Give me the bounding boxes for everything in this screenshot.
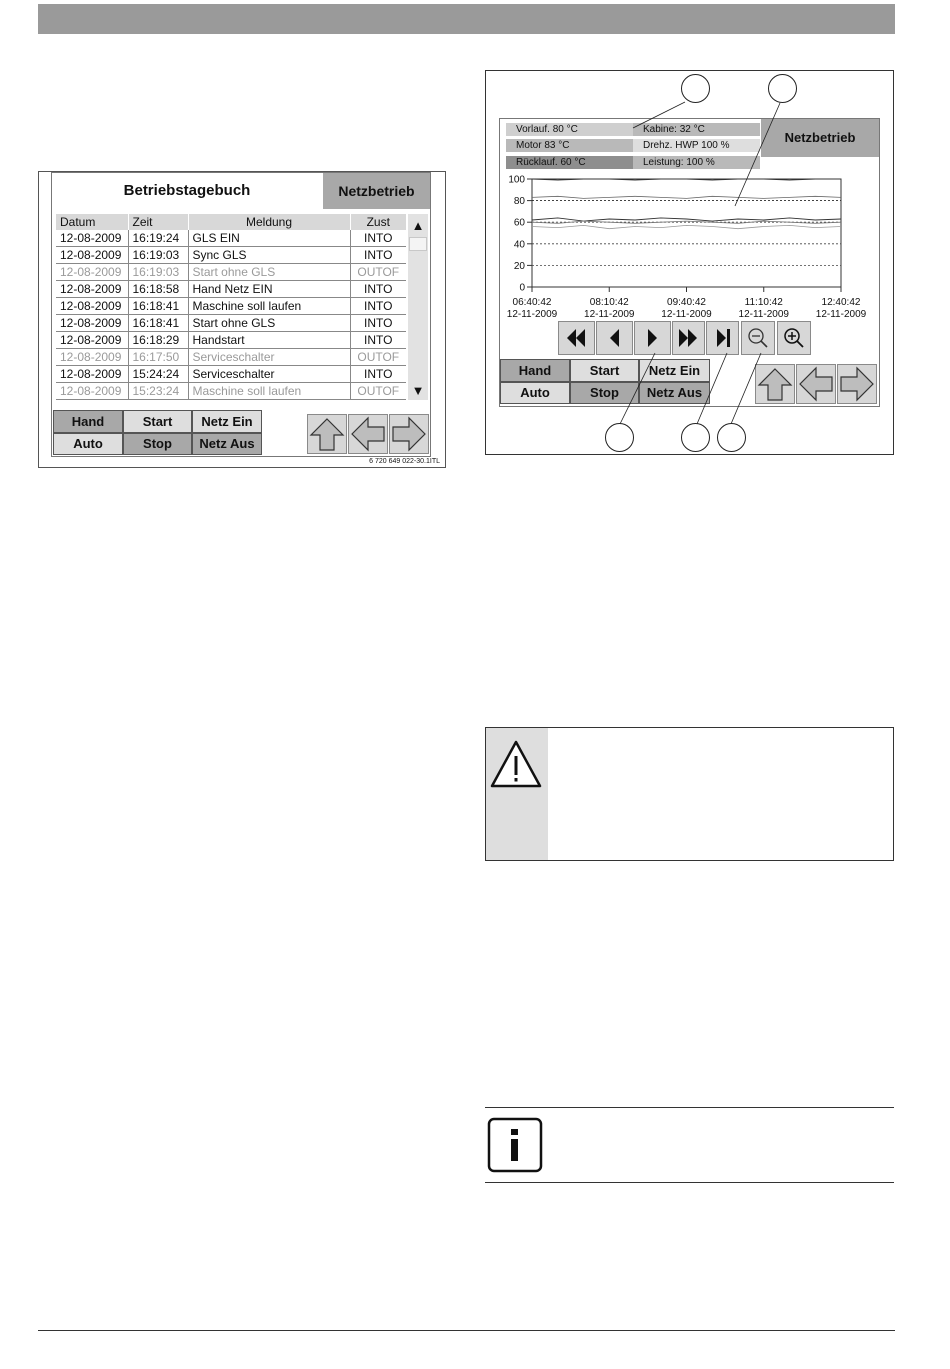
netz-aus-button-right[interactable]: Netz Aus	[639, 382, 710, 404]
log-state: OUTOF	[350, 264, 406, 281]
log-time: 16:18:41	[128, 315, 188, 332]
info-icon	[487, 1117, 543, 1173]
logbook-row[interactable]	[56, 298, 406, 315]
log-time: 16:19:03	[128, 264, 188, 281]
x-tick-time: 09:40:42	[667, 297, 706, 308]
y-tick-label: 0	[519, 282, 525, 294]
auto-button[interactable]: Auto	[53, 433, 123, 455]
callout-circle-3	[605, 423, 634, 452]
logbook-row[interactable]	[56, 383, 406, 400]
info-rule-top	[485, 1107, 894, 1108]
arrow-right-button[interactable]	[389, 414, 429, 454]
arrow-right-icon	[390, 415, 428, 453]
log-message: Handstart	[188, 332, 350, 349]
y-tick-label: 40	[513, 239, 525, 251]
y-tick-label: 80	[513, 196, 525, 208]
log-time: 16:18:41	[128, 298, 188, 315]
log-message: Serviceschalter	[188, 366, 350, 383]
status-drehzahl: Drehz. HWP 100 %	[633, 139, 760, 152]
log-state: OUTOF	[350, 349, 406, 366]
callout-circle-5	[717, 423, 746, 452]
netz-aus-button[interactable]: Netz Aus	[192, 433, 262, 455]
status-leistung: Leistung: 100 %	[633, 156, 760, 169]
x-tick-date: 12-11-2009	[661, 309, 712, 320]
log-message: Start ohne GLS	[188, 264, 350, 281]
log-message: Sync GLS	[188, 247, 350, 264]
stop-button[interactable]: Stop	[123, 433, 192, 455]
auto-button-right[interactable]: Auto	[500, 382, 570, 404]
status-vorlauf: Vorlauf. 80 °C	[506, 123, 633, 136]
log-state: INTO	[350, 332, 406, 349]
figure-code: 6 720 649 022-30.1ITL	[369, 458, 440, 465]
log-date: 12-08-2009	[56, 230, 128, 247]
log-date: 12-08-2009	[56, 264, 128, 281]
y-tick-label: 100	[508, 174, 525, 186]
log-message: Serviceschalter	[188, 349, 350, 366]
logbook-row[interactable]	[56, 366, 406, 383]
log-time: 16:19:03	[128, 247, 188, 264]
logbook-row[interactable]	[56, 315, 406, 332]
logbook-row[interactable]	[56, 332, 406, 349]
log-message: Start ohne GLS	[188, 315, 350, 332]
logbook-header-row	[56, 214, 406, 230]
netz-ein-button-right[interactable]: Netz Ein	[639, 359, 710, 382]
logbook-row[interactable]	[56, 349, 406, 366]
y-tick-label: 20	[513, 260, 525, 272]
log-state: INTO	[350, 298, 406, 315]
log-time: 15:23:24	[128, 383, 188, 400]
log-message: Maschine soll laufen	[188, 383, 350, 400]
log-state: INTO	[350, 366, 406, 383]
logbook-table	[56, 214, 406, 400]
callout-circle-4	[681, 423, 710, 452]
log-state: INTO	[350, 315, 406, 332]
scroll-down-button[interactable]: ▼	[411, 383, 425, 398]
scroll-up-button[interactable]: ▲	[411, 218, 425, 233]
log-date: 12-08-2009	[56, 349, 128, 366]
arrow-up-button[interactable]	[307, 414, 347, 454]
callout-circle-2	[768, 74, 797, 103]
arrow-left-icon	[349, 415, 387, 453]
status-kabine: Kabine: 32 °C	[633, 123, 760, 136]
y-tick-label: 60	[513, 217, 525, 229]
logbook-row[interactable]	[56, 230, 406, 247]
x-tick-time: 08:10:42	[589, 297, 629, 308]
logbook-title: Betriebstagebuch	[123, 182, 251, 199]
log-time: 16:18:29	[128, 332, 188, 349]
x-tick-date: 12-11-2009	[815, 309, 867, 320]
header-bar	[38, 4, 895, 34]
x-tick-time: 12:40:42	[821, 297, 861, 308]
scrollbar-thumb[interactable]	[409, 237, 427, 251]
hand-button[interactable]: Hand	[53, 410, 123, 433]
log-state: OUTOF	[350, 383, 406, 400]
column-header-date[interactable]: Datum	[56, 214, 128, 230]
start-button[interactable]: Start	[123, 410, 192, 433]
x-tick-date: 12-11-2009	[584, 309, 635, 320]
footer-rule	[38, 1330, 895, 1331]
x-tick-date: 12-11-2009	[506, 309, 558, 320]
column-header-time[interactable]: Zeit	[128, 214, 188, 230]
start-button-right[interactable]: Start	[570, 359, 639, 382]
log-time: 15:24:24	[128, 366, 188, 383]
log-message: GLS EIN	[188, 230, 350, 247]
log-date: 12-08-2009	[56, 281, 128, 298]
log-date: 12-08-2009	[56, 366, 128, 383]
x-tick-time: 06:40:42	[512, 297, 552, 308]
logbook-row[interactable]	[56, 264, 406, 281]
callout-leaders	[485, 70, 894, 455]
warning-triangle-icon	[488, 738, 544, 792]
logbook-row[interactable]	[56, 281, 406, 298]
info-rule-bottom	[485, 1182, 894, 1183]
netz-ein-button[interactable]: Netz Ein	[192, 410, 262, 433]
log-message: Hand Netz EIN	[188, 281, 350, 298]
arrow-up-icon	[308, 415, 346, 453]
log-time: 16:18:58	[128, 281, 188, 298]
log-date: 12-08-2009	[56, 247, 128, 264]
x-tick-date: 12-11-2009	[738, 309, 789, 320]
log-date: 12-08-2009	[56, 298, 128, 315]
callout-circle-1	[681, 74, 710, 103]
x-tick-time: 11:10:42	[744, 297, 783, 308]
log-time: 16:19:24	[128, 230, 188, 247]
log-date: 12-08-2009	[56, 332, 128, 349]
log-state: INTO	[350, 247, 406, 264]
status-motor: Motor 83 °C	[506, 139, 633, 152]
log-date: 12-08-2009	[56, 315, 128, 332]
log-date: 12-08-2009	[56, 383, 128, 400]
log-message: Maschine soll laufen	[188, 298, 350, 315]
hand-button-right[interactable]: Hand	[500, 359, 570, 382]
log-state: INTO	[350, 230, 406, 247]
stop-button-right[interactable]: Stop	[570, 382, 639, 404]
operating-mode-badge-right: Netzbetrieb	[761, 119, 879, 157]
logbook-row[interactable]	[56, 247, 406, 264]
log-state: INTO	[350, 281, 406, 298]
column-header-state[interactable]: Zust	[350, 214, 406, 230]
log-time: 16:17:50	[128, 349, 188, 366]
status-ruecklauf: Rücklauf. 60 °C	[506, 156, 633, 169]
column-header-message[interactable]: Meldung	[188, 214, 350, 230]
operating-mode-badge: Netzbetrieb	[323, 173, 430, 209]
arrow-left-button[interactable]	[348, 414, 388, 454]
